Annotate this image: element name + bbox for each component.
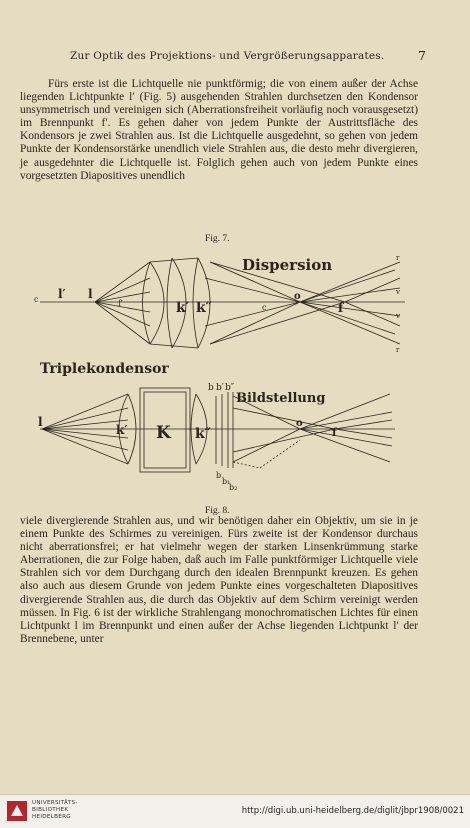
permalink-url[interactable]: http://digi.ub.uni-heidelberg.de/diglit/jbpr1908/0021 [241, 806, 464, 816]
fig7-label-v1: v [396, 288, 400, 296]
fig7-label-v2: v [396, 312, 400, 320]
running-header [0, 48, 470, 68]
fig8-label-b-top: b [208, 383, 214, 393]
paragraph-2: viele divergierende Strahlen aus, und wir benötigen daher ein Objektiv, um sie in je einem Punkte des Schirmes zu vereinigen. Fürs zweite ist der Kondensor durchaus nicht aberrationsfrei; er hat vielmehr wegen der starken Linsenkrümmung starke Aberrationen, die zur Folge haben, daß auch im Falle punktförmiger Lichtquelle viele Strahlen sich vor dem Durchgang durch den idealen Brennpunkt kreuzen. Es gehen also auch aus diesem Grunde von jedem Punkte eines vorgeschalteten Diapositives divergierende Strahlen aus, die durch das Objektiv auf dem Schirm vereinigt werden müssen. In Fig. 6 ist der wirkliche Strahlengang monochromatischen Lichtes für einen Lichtpunkt l im Brennpunkt und einen außer der Achse liegenden Lichtpunkt l′ der Brennebene, unter [20, 515, 418, 645]
fig7-label-c-right: c [262, 303, 267, 312]
fig7-label-l-prime: l′ [58, 287, 66, 301]
fig8-label-b2: b₂ [229, 483, 238, 492]
fig8-label-k-prime: k′ [116, 423, 128, 437]
fig7-lens-1-left [143, 262, 151, 344]
fig7-label-o: o [294, 291, 301, 302]
fig7-label-f: f [338, 301, 344, 315]
fig7-lens-1-right [150, 262, 164, 344]
fig7-label-k-prime: k′ [176, 300, 190, 316]
triplekondensor-label: Triplekondensor [40, 361, 169, 377]
fig7-label-f-prime: f′ [118, 299, 123, 308]
fig7-title: Dispersion [242, 256, 333, 274]
fig7-label-c: c [34, 295, 39, 304]
fig8-caption: Fig. 8. [205, 506, 230, 516]
fig8-label-b1-top: b′ [216, 383, 224, 393]
fig8-label-b2-top: b″ [225, 383, 235, 393]
fig7-lens-2-left [167, 258, 172, 348]
fig7-caption: Fig. 7. [205, 234, 230, 244]
library-name: UNIVERSITÄTS- BIBLIOTHEK HEIDELBERG [32, 800, 78, 820]
paragraph-1: Fürs erste ist die Lichtquelle nie punktförmig; die von einem außer der Achse liegenden Lichtpunkte l′ (Fig. 5) ausgehenden Strahlen durchsetzen den Kondensor unsymmetrisch und vereinigen sich (Aberrationsfreiheit vorläufig noch vorausgesetzt) im Brennpunkt f′. Es gehen daher von jedem Punkte der Austrittsfläche des Kondensors je zwei Strahlen aus. Ist die Lichtquelle ausgedehnt, so gehen von jedem Punkte der Kondensorstärke unendlich viele Strahlen aus, die desto mehr divergieren, je ausgedehnter die Lichtquelle ist. Folglich gehen auch von jedem Punkte eines vorgesetzten Diapositives unendlich [20, 78, 418, 182]
fig8-label-o: o [296, 418, 303, 429]
fig8-label-b: b [216, 471, 222, 480]
fig8-label-l: l [38, 415, 43, 429]
fig7-label-l: l [88, 287, 93, 301]
fig7-label-r2: r [396, 346, 400, 354]
fig7-label-k-dprime: k″ [196, 300, 212, 316]
fig8-title: Bildstellung [236, 391, 326, 406]
library-logo-icon [6, 800, 28, 822]
running-title: Zur Optik des Projektions- und Vergrößerungsapparates. [70, 50, 385, 62]
fig8-label-f: f [332, 426, 337, 439]
fig8-label-k-dprime: k″ [195, 426, 211, 442]
fig7-label-r1: r [396, 254, 400, 262]
page-number: 7 [418, 48, 426, 63]
fig8-label-K: K [156, 423, 171, 443]
viewer-footer [0, 794, 470, 828]
fig8-label-b1: b₁ [222, 477, 231, 486]
optics-figures [0, 248, 470, 503]
